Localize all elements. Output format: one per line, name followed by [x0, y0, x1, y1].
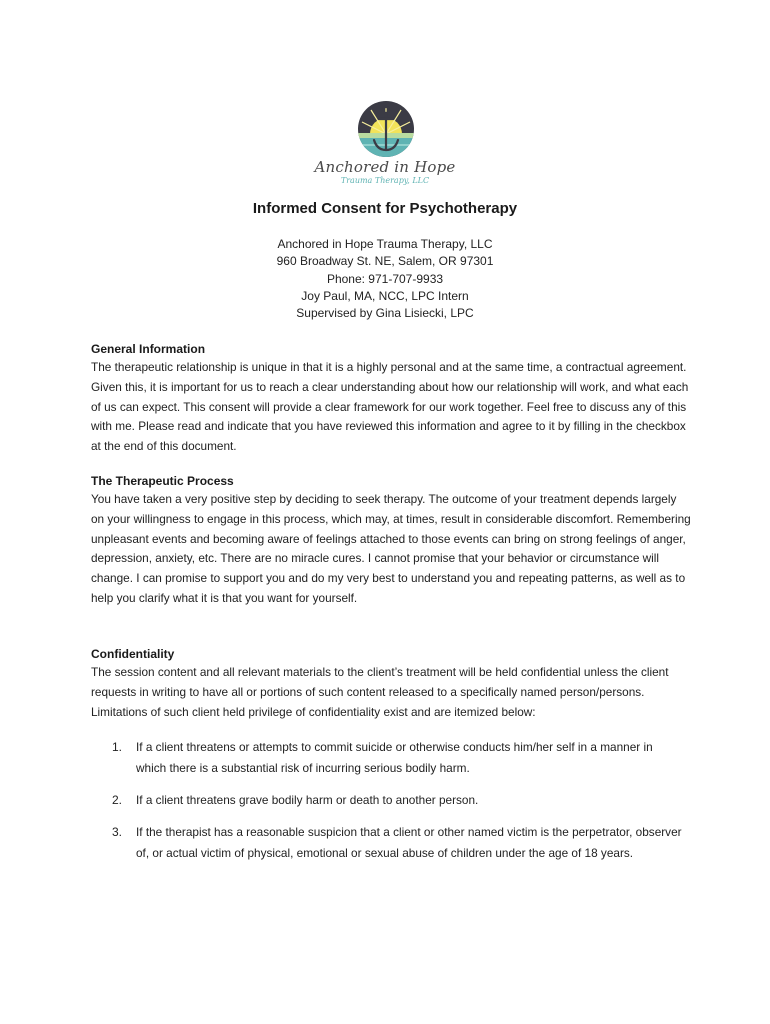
section-body: You have taken a very positive step by deciding to seek therapy. The outcome of your treatment depends largely on your willingness to engage in this process, which may, at times, result in considerable discomfort. Remembering unpleasant events and becoming aware of feelings attached to those events can bring on strong feelings of anger, depression, anxiety, etc. There are no miracle cures. I cannot promise that your behavior or circumstance will change. I can promise to support you and do my very best to understand you and repeating patterns, as well as to help you clarify what it is that you want for yourself. — [91, 492, 691, 605]
section-body: The session content and all relevant materials to the client’s treatment will be held confidential unless the client requests in writing to have all or portions of such content released to a specifically named person/persons. Limitations of such client held privilege of confidentiality exist and are itemized below: — [91, 665, 669, 719]
therapeutic-process-section — [91, 472, 691, 609]
address-line: 960 Broadway St. NE, Salem, OR 97301 — [276, 254, 494, 269]
logo-subtitle: Trauma Therapy, LLC — [340, 176, 430, 185]
section-heading: Confidentiality — [91, 647, 175, 661]
list-text: If a client threatens grave bodily harm or death to another person. — [136, 793, 479, 807]
company-logo — [300, 96, 470, 196]
section-heading: General Information — [91, 342, 206, 356]
list-number: 3. — [112, 825, 123, 839]
anchor-logo-icon — [357, 100, 415, 158]
address-line: Supervised by Gina Lisiecki, LPC — [296, 306, 474, 321]
practice-address-block — [0, 236, 770, 322]
general-information-section — [91, 340, 691, 457]
document-title: Informed Consent for Psychotherapy — [252, 200, 518, 217]
confidentiality-section — [91, 645, 691, 722]
list-text: If the therapist has a reasonable suspicion that a client or other named victim is the perpetrator, observer of, or actual victim of physical, emotional or sexual abuse of children under the age of 18 years. — [136, 825, 682, 860]
list-text: If a client threatens or attempts to commit suicide or otherwise conducts him/her self in a manner in which there is a substantial risk of incurring serious bodily harm. — [136, 740, 653, 775]
address-line: Phone: 971-707-9933 — [326, 271, 444, 286]
section-heading: The Therapeutic Process — [91, 474, 234, 488]
logo-title: Anchored in Hope — [314, 158, 456, 176]
address-line: Joy Paul, MA, NCC, LPC Intern — [301, 288, 469, 303]
list-number: 1. — [112, 740, 123, 754]
section-body: The therapeutic relationship is unique in that it is a highly personal and at the same time, a contractual agreement. Given this, it is important for us to reach a clear understanding about how our relationship will work, and what each of us can expect. This consent will provide a clear framework for our work together. Feel free to discuss any of this with me. Please read and indicate that you have reviewed this information and agree to it by filling in the checkbox at the end of this document. — [91, 360, 689, 454]
address-line: Anchored in Hope Trauma Therapy, LLC — [277, 237, 493, 251]
list-number: 2. — [112, 793, 123, 807]
